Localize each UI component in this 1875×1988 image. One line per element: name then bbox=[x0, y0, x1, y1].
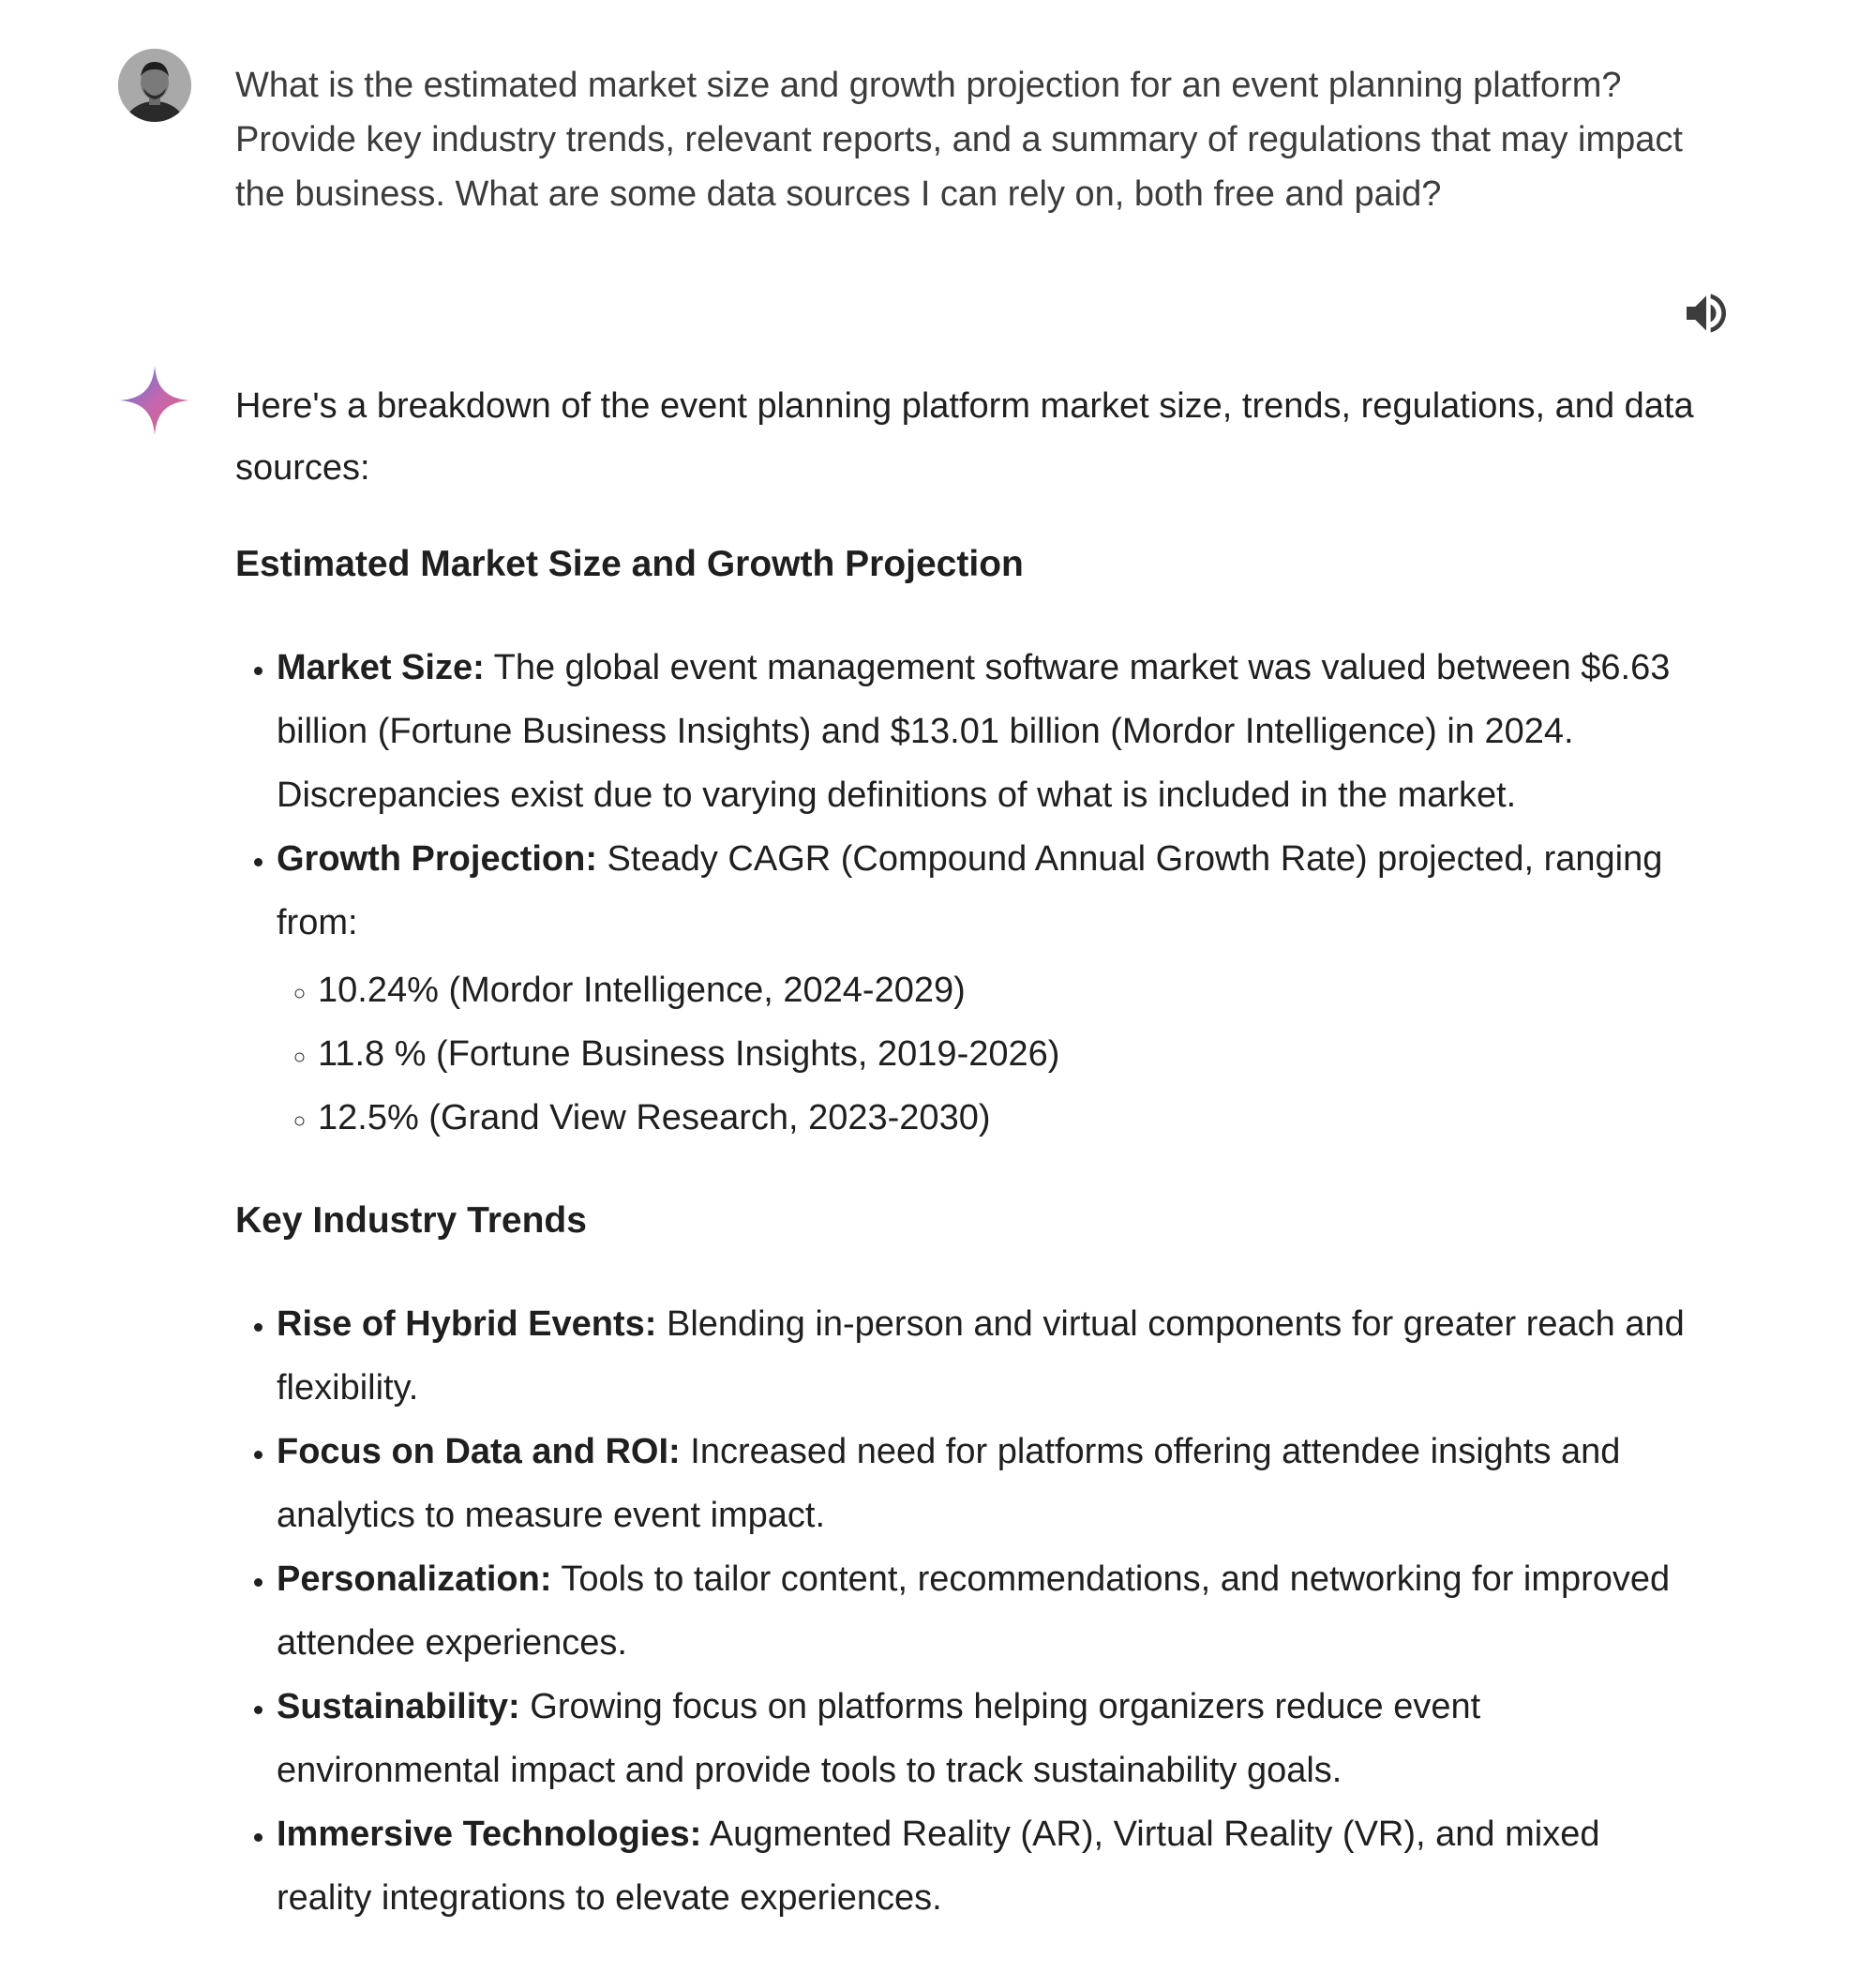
item-label: Market Size: bbox=[277, 648, 485, 687]
sub-item-grand-view: ◦ 12.5% (Grand View Research, 2023-2030) bbox=[318, 1086, 1698, 1150]
sub-item-mordor: ◦ 10.24% (Mordor Intelligence, 2024-2029) bbox=[318, 958, 1698, 1022]
assistant-response bbox=[235, 375, 1698, 1930]
user-avatar[interactable] bbox=[118, 49, 191, 122]
response-intro: Here's a breakdown of the event planning platform market size, trends, regulations, and data sources: bbox=[235, 386, 1694, 488]
item-text: Steady CAGR (Compound Annual Growth Rate) projected, ranging from: bbox=[277, 839, 1663, 942]
avatar-image bbox=[118, 49, 191, 122]
item-text: Augmented Reality (AR), Virtual Reality (VR), and mixed reality integrations to elevate experiences. bbox=[277, 1815, 1600, 1918]
cagr-sublist bbox=[277, 958, 1698, 1150]
item-label: Personalization: bbox=[277, 1559, 552, 1599]
list-item-personalization bbox=[277, 1547, 1698, 1675]
trends-list bbox=[235, 1292, 1698, 1930]
item-label: Sustainability: bbox=[277, 1687, 520, 1726]
section-heading-market: Estimated Market Size and Growth Projection bbox=[235, 544, 1024, 584]
item-label: Immersive Technologies: bbox=[277, 1815, 702, 1854]
speaker-icon-glyph bbox=[1680, 287, 1732, 339]
item-label: Focus on Data and ROI: bbox=[277, 1432, 681, 1471]
section-heading-trends: Key Industry Trends bbox=[235, 1200, 587, 1241]
item-text: Increased need for platforms offering attendee insights and analytics to measure event impact. bbox=[277, 1432, 1621, 1535]
list-item-immersive-tech bbox=[277, 1802, 1698, 1930]
gemini-sparkle-icon bbox=[118, 364, 191, 437]
speaker-icon[interactable] bbox=[1680, 287, 1732, 339]
item-label: Rise of Hybrid Events: bbox=[277, 1304, 657, 1344]
market-list bbox=[235, 636, 1698, 1150]
list-item-market-size bbox=[277, 636, 1698, 827]
item-text: Blending in-person and virtual components for greater reach and flexibility. bbox=[277, 1304, 1685, 1408]
list-item-hybrid-events bbox=[277, 1292, 1698, 1420]
item-text: Growing focus on platforms helping organizers reduce event environmental impact and provide tools to track sustainability goals. bbox=[277, 1687, 1481, 1790]
item-text: Tools to tailor content, recommendations, and networking for improved attendee experiences. bbox=[277, 1559, 1671, 1663]
sub-item-fortune: ◦ 11.8 % (Fortune Business Insights, 2019-2026) bbox=[318, 1022, 1698, 1086]
item-label: Growth Projection: bbox=[277, 839, 597, 879]
user-prompt-text: What is the estimated market size and growth projection for an event planning platform? Provide key industry trends, relevant reports, and a summary of regulations that may impact the business. What are some data sources I can rely on, both free and paid? bbox=[235, 66, 1683, 214]
list-item-growth-projection bbox=[277, 827, 1698, 1150]
list-item-data-roi bbox=[277, 1420, 1698, 1547]
list-item-sustainability bbox=[277, 1675, 1698, 1802]
item-text: The global event management software market was valued between $6.63 billion (Fortune Business Insights) and $13.01 billion (Mordor Intelligence) in 2024. Discrepancies exist due to varying definitions of what is included in the market. bbox=[277, 648, 1671, 815]
